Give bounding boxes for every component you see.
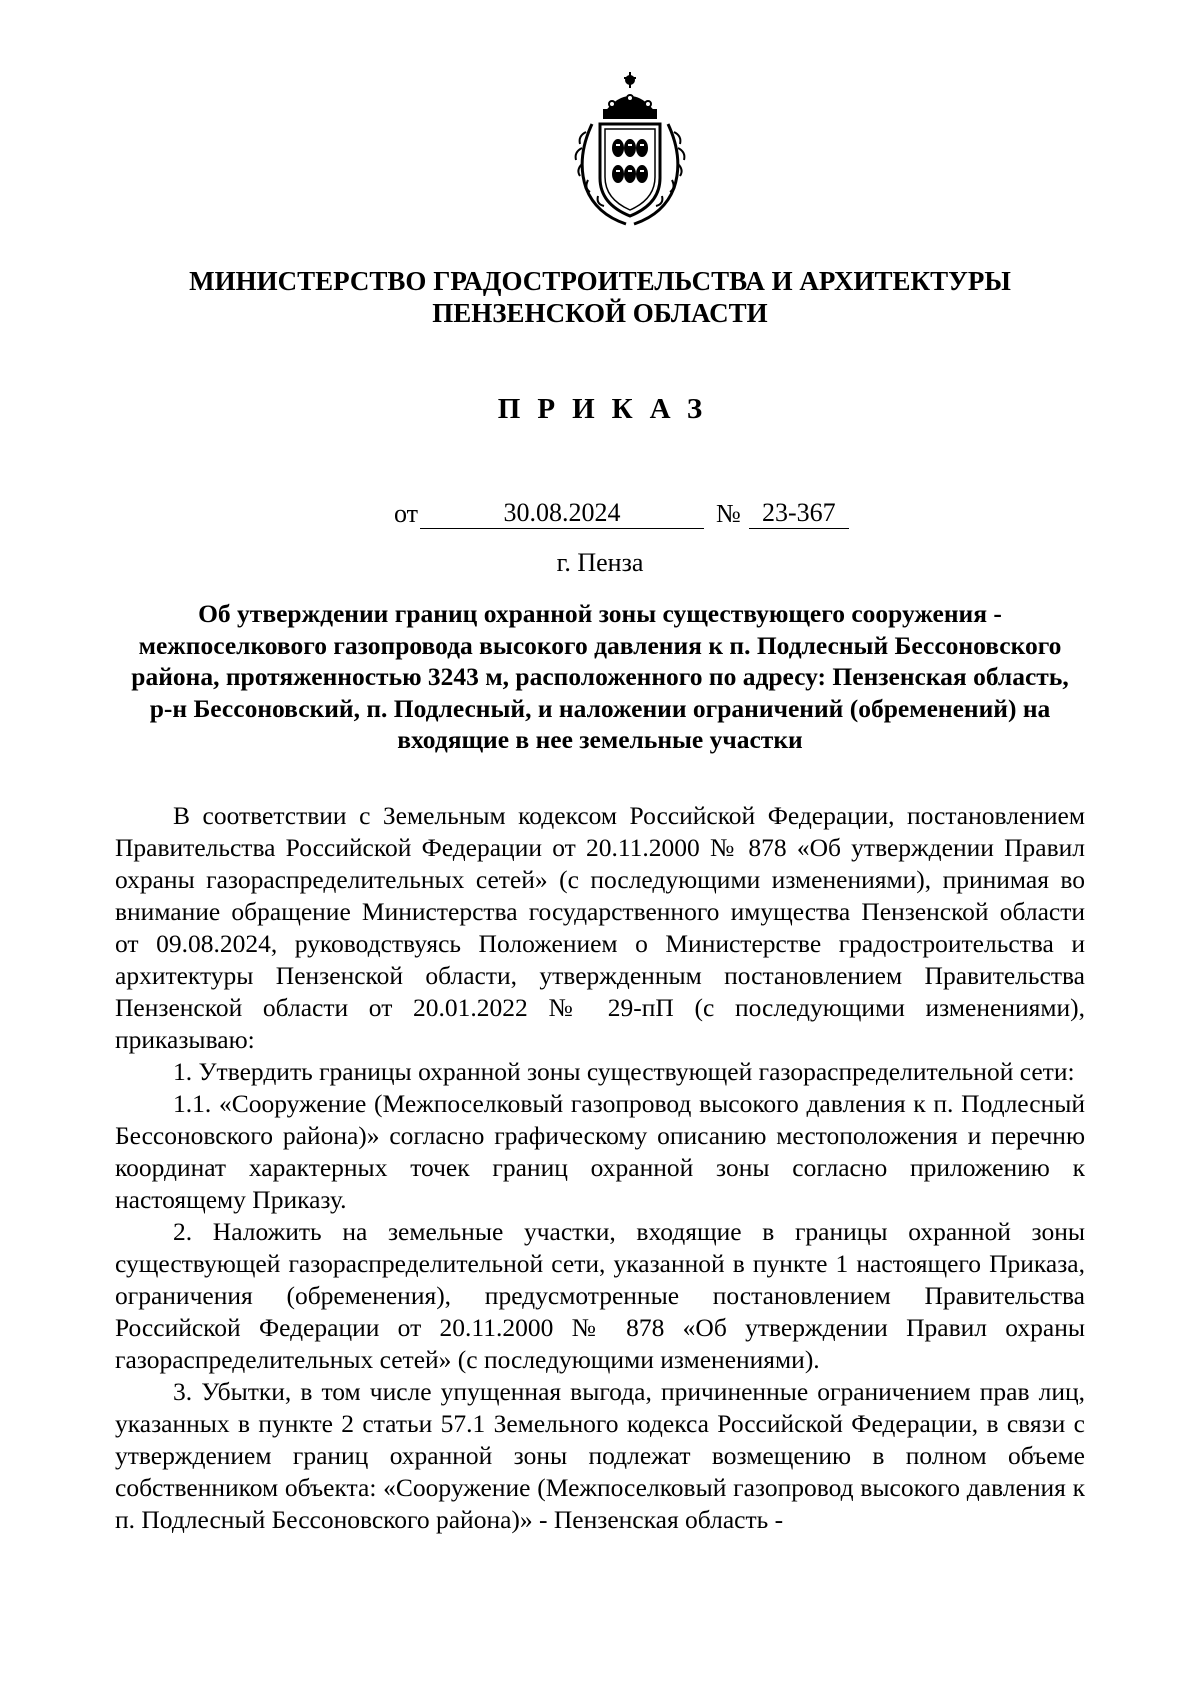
document-title: Об утверждении границ охранной зоны существующего сооружения - межпоселкового газопровода высокого давления к п. Подлесный Бессоновского района, протяженностью 3243 м, расположенного по адресу: Пензенская область, р-н Бессоновский, п. Подлесный, и наложении ограничений (обременений) на входящие в нее земельные участки [131, 599, 1069, 754]
paragraph-item-2: 2. Наложить на земельные участки, входящие в границы охранной зоны существующей газораспределительной сети, указанной в пункте 1 настоящего Приказа, ограничения (обременения), предусмотренные постановлением Правительства Российской Федерации от 20.11.2000 № 878 «Об утверждении Правил охраны газораспределительных сетей» (с последующими изменениями). [115, 1217, 1085, 1374]
document-date: 30.08.2024 [420, 498, 704, 529]
paragraph-preamble: В соответствии с Земельным кодексом Российской Федерации, постановлением Правительства Российской Федерации от 20.11.2000 № 878 «Об утверждении Правил охраны газораспределительных сетей» (с последующими изменениями), принимая во внимание обращение Министерства государственного имущества Пензенской области от 09.08.2024, руководствуясь Положением о Министерстве градостроительства и архитектуры Пензенской области, утвержденным постановлением Правительства Пензенской области от 20.01.2022 № 29-пП (с последующими изменениями), приказываю: [115, 801, 1085, 1054]
date-number-line [394, 498, 849, 529]
date-label: от [394, 499, 419, 528]
document-body [115, 800, 1085, 1536]
organization-name-line-2: ПЕНЗЕНСКОЙ ОБЛАСТИ [432, 298, 768, 328]
paragraph-item-1-1: 1.1. «Сооружение (Межпоселковый газопровод высокого давления к п. Подлесный Бессоновского района)» согласно графическому описанию местоположения и перечню координат характерных точек границ охранной зоны согласно приложению к настоящему Приказу. [115, 1089, 1085, 1214]
organization-name-line-1: МИНИСТЕРСТВО ГРАДОСТРОИТЕЛЬСТВА И АРХИТЕКТУРЫ [189, 266, 1011, 296]
organization-name [0, 265, 1200, 329]
paragraph-item-3: 3. Убытки, в том числе упущенная выгода, причиненные ограничением прав лиц, указанных в пункте 2 статьи 57.1 Земельного кодекса Российской Федерации, в связи с утверждением границ охранной зоны подлежат возмещению в полном объеме собственником объекта: «Сооружение (Межпоселковый газопровод высокого давления к п. Подлесный Бессоновского района)» - Пензенская область - [115, 1377, 1085, 1534]
city: г. Пенза [556, 548, 644, 577]
document-number: 23-367 [749, 498, 849, 529]
paragraph-item-1: 1. Утвердить границы охранной зоны существующей газораспределительной сети: [173, 1057, 1075, 1086]
number-label: № [716, 499, 741, 528]
document-type: ПРИКАЗ [497, 393, 720, 425]
coat-of-arms-icon [568, 68, 692, 228]
